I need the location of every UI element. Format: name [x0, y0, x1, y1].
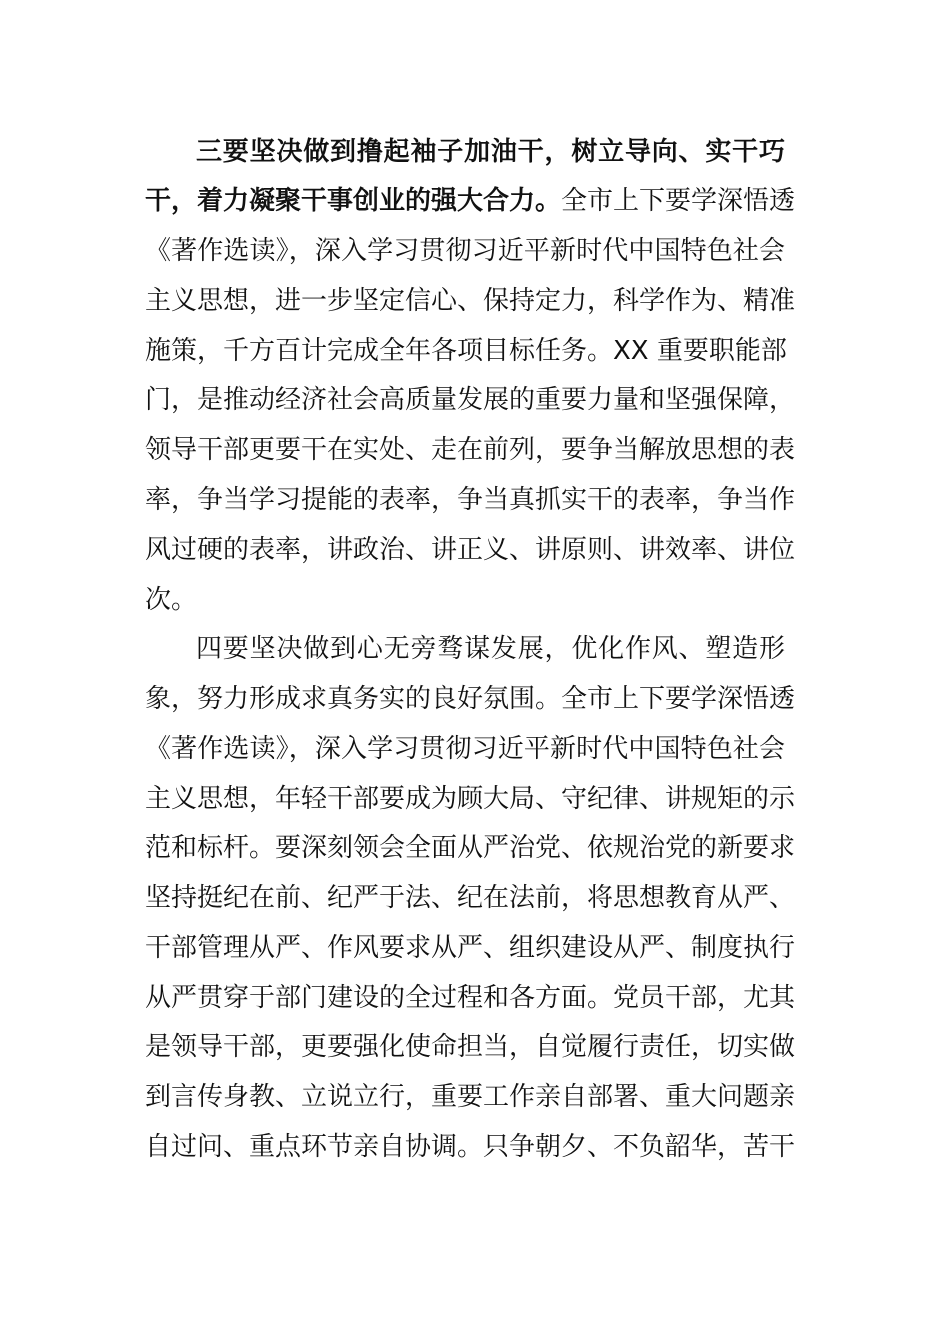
body-text: 门，是推动经济社会高质量发展的重要力量和坚强保障，	[145, 385, 796, 415]
paragraph-1-line-3	[145, 226, 785, 276]
paragraph-2-line-10	[145, 1072, 796, 1122]
paragraph-2-line-7	[145, 923, 796, 973]
body-text: 主义思想，年轻干部要成为顾大局、守纪律、讲规矩的示	[145, 784, 796, 814]
body-text: 《著作选读》，深入学习贯彻习近平新时代中国特色社会	[145, 734, 785, 764]
body-text: 次。	[145, 585, 198, 615]
body-text: 主义思想，进一步坚定信心、保持定力，科学作为、精准	[145, 286, 796, 316]
body-text: 坚持挺纪在前、纪严于法、纪在法前，将思想教育从严、	[145, 883, 796, 913]
bold-heading-text: 干，着力凝聚干事创业的强大合力。	[145, 186, 562, 216]
bold-heading-text: 三要坚决做到撸起袖子加油干，树立导向、实干巧	[196, 137, 785, 167]
paragraph-2-line-8	[145, 973, 796, 1023]
paragraph-2-line-9	[145, 1022, 796, 1072]
body-text: 率，争当学习提能的表率，争当真抓实干的表率，争当作	[145, 485, 796, 515]
paragraph-1-line-10	[145, 575, 785, 625]
body-text: 四要坚决做到心无旁骛谋发展，优化作风、塑造形	[196, 634, 785, 664]
paragraph-1-line-2	[145, 176, 796, 226]
body-text: 象，努力形成求真务实的良好氛围。全市上下要学深悟透	[145, 684, 796, 714]
body-text: 领导干部更要干在实处、走在前列，要争当解放思想的表	[145, 435, 796, 465]
paragraph-2-line-6	[145, 873, 796, 923]
paragraph-2-line-2	[145, 674, 796, 724]
paragraph-2-line-5	[145, 823, 796, 873]
paragraph-1-line-7	[145, 425, 796, 475]
body-text: 干部管理从严、作风要求从严、组织建设从严、制度执行	[145, 933, 796, 963]
paragraph-2-line-1	[196, 624, 785, 674]
paragraph-2-line-4	[145, 774, 796, 824]
body-text: 范和标杆。要深刻领会全面从严治党、依规治党的新要求	[145, 833, 796, 863]
body-text: 风过硬的表率，讲政治、讲正义、讲原则、讲效率、讲位	[145, 535, 796, 565]
paragraph-2-line-11	[145, 1122, 796, 1172]
paragraph-1-line-1	[196, 127, 785, 177]
body-text: 自过问、重点环节亲自协调。只争朝夕、不负韶华，苦干	[145, 1132, 796, 1162]
body-text: 《著作选读》，深入学习贯彻习近平新时代中国特色社会	[145, 236, 785, 266]
body-text: 施策，千方百计完成全年各项目标任务。XX 重要职能部	[145, 336, 787, 366]
paragraph-1-line-4	[145, 276, 796, 326]
paragraph-2-line-3	[145, 724, 785, 774]
body-text: 全市上下要学深悟透	[561, 186, 796, 216]
paragraph-1-line-6	[145, 375, 796, 425]
paragraph-1-line-9	[145, 525, 796, 575]
body-text: 到言传身教、立说立行，重要工作亲自部署、重大问题亲	[145, 1082, 796, 1112]
body-text: 是领导干部，更要强化使命担当，自觉履行责任，切实做	[145, 1032, 796, 1062]
paragraph-1-line-5	[145, 326, 785, 376]
paragraph-1-line-8	[145, 475, 796, 525]
body-text: 从严贯穿于部门建设的全过程和各方面。党员干部，尤其	[145, 983, 796, 1013]
